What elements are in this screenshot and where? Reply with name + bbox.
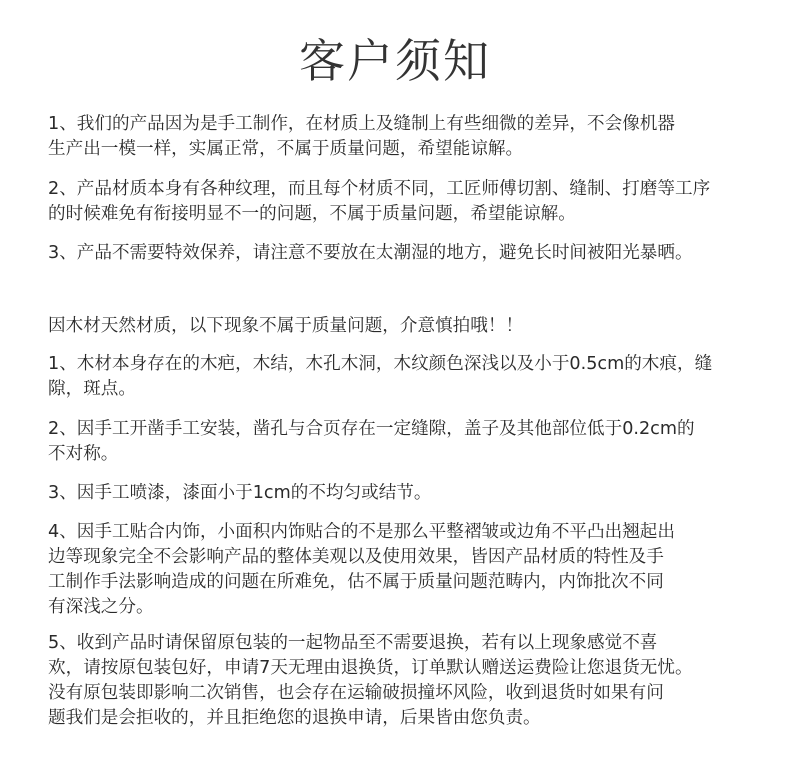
notice-item-1 [48, 112, 760, 162]
notice-line: 2、产品材质本身有各种纹理，而且每个材质不同，工匠师傅切割、缝制、打磨等工序 [48, 179, 711, 199]
notice-line: 不对称。 [48, 444, 119, 464]
notice-line: 工制作手法影响造成的问题在所难免，估不属于质量问题范畴内，内饰批次不同 [48, 572, 664, 592]
wood-item-2 [48, 417, 760, 467]
notice-line: 题我们是会拒收的，并且拒绝您的退换申请，后果皆由您负责。 [48, 708, 541, 728]
notice-item-3 [48, 241, 760, 266]
notice-line: 1、木材本身存在的木疤，木结，木孔木洞，木纹颜色深浅以及小于0.5cm的木痕，缝 [48, 354, 713, 374]
notice-item-2 [48, 177, 760, 227]
notice-line: 隙，斑点。 [48, 379, 136, 399]
notice-line: 生产出一模一样，实属正常，不属于质量问题，希望能谅解。 [48, 139, 524, 159]
notice-line: 1、我们的产品因为是手工制作，在材质上及缝制上有些细微的差异，不会像机器 [48, 114, 675, 134]
wood-item-4 [48, 520, 760, 620]
wood-item-1 [48, 352, 760, 402]
wood-item-3 [48, 481, 760, 506]
page-title: 客户须知 [299, 33, 491, 88]
notice-line: 5、收到产品时请保留原包装的一起物品至不需要退换，若有以上现象感觉不喜 [48, 633, 658, 653]
notice-line: 没有原包装即影响二次销售，也会存在运输破损撞坏风险，收到退货时如果有问 [48, 683, 664, 703]
notice-line: 边等现象完全不会影响产品的整体美观以及使用效果，皆因产品材质的特性及手 [48, 547, 664, 567]
notice-line: 有深浅之分。 [48, 597, 154, 617]
notice-line: 3、因手工喷漆，漆面小于1cm的不均匀或结节。 [48, 483, 432, 503]
notice-line: 欢，请按原包装包好，申请7天无理由退换货，订单默认赠送运费险让您退货无忧。 [48, 658, 693, 678]
wood-item-5 [48, 631, 760, 731]
notice-line: 2、因手工开凿手工安装，凿孔与合页存在一定缝隙，盖子及其他部位低于0.2cm的 [48, 419, 695, 439]
notice-line: 3、产品不需要特效保养，请注意不要放在太潮湿的地方，避免长时间被阳光暴晒。 [48, 243, 693, 263]
notice-line: 的时候难免有衔接明显不一的问题，不属于质量问题，希望能谅解。 [48, 204, 576, 224]
section-heading [48, 314, 760, 339]
section-heading-text: 因木材天然材质，以下现象不属于质量问题，介意慎拍哦！！ [48, 316, 524, 336]
notice-line: 4、因手工贴合内饰，小面积内饰贴合的不是那么平整褶皱或边角不平凸出翘起出 [48, 522, 675, 542]
